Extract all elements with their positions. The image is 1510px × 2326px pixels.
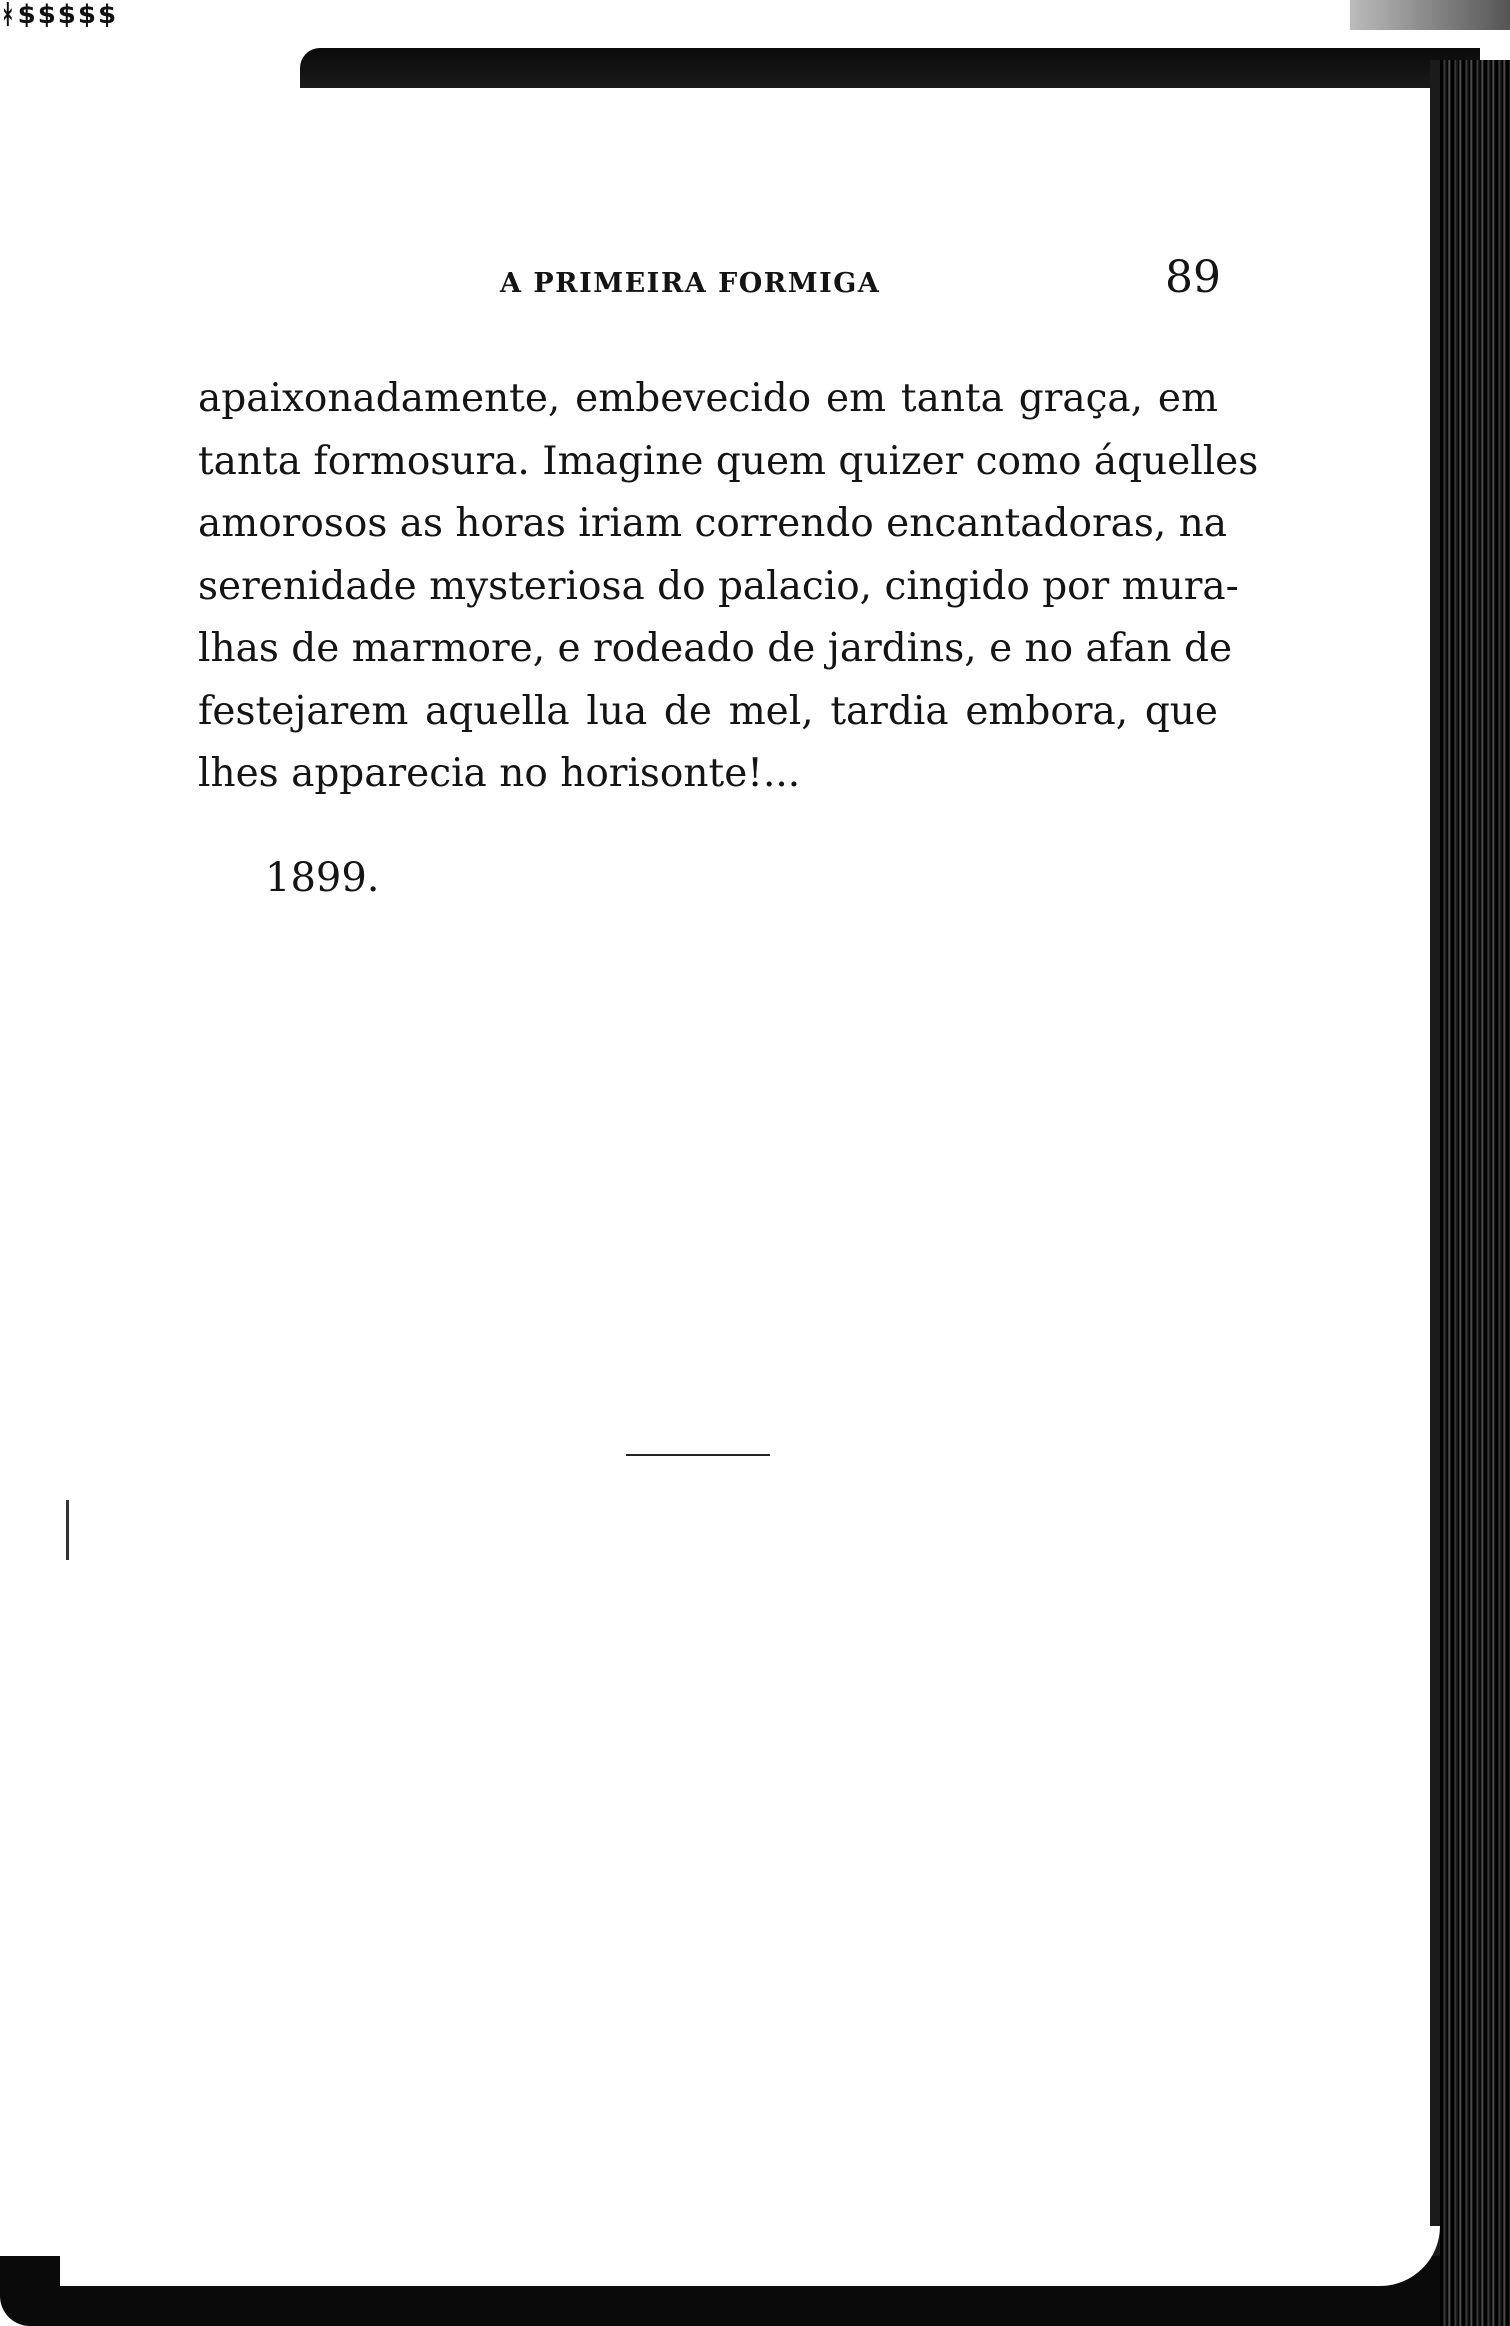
body-paragraph (198, 368, 1259, 806)
scan-left-mark (66, 1500, 69, 1560)
text-line: amorosos as horas iriam correndo encantadoras, na (198, 501, 1228, 546)
page-number: 89 (1165, 252, 1221, 303)
text-line: serenidade mysteriosa do palacio, cingido por mura- (198, 563, 1239, 609)
text-line: tanta formosura. Imagine quem quizer como áquelles (198, 438, 1259, 484)
scan-top-right-corner (1350, 0, 1510, 30)
section-end-rule (626, 1454, 770, 1456)
text-line: festejarem aquella lua de mel, tardia embora, que (198, 688, 1218, 734)
scan-right-shadow (1430, 60, 1440, 2326)
scan-bottom-page-curve (60, 2226, 1440, 2286)
text-line: lhes apparecia no horisonte!... (198, 751, 801, 796)
text-line: lhas de marmore, e rodeado de jardins, e no afan de (198, 626, 1233, 671)
scan-page-edges (1440, 60, 1510, 2326)
date-line: 1899. (265, 855, 380, 901)
text-line: apaixonadamente, embevecido em tanta graça, em (198, 376, 1218, 421)
running-title: A PRIMEIRA FORMIGA (500, 268, 881, 299)
scan-top-left-marks: ᚼ$$$$$ (0, 0, 119, 30)
scan-top-shadow (300, 48, 1480, 88)
